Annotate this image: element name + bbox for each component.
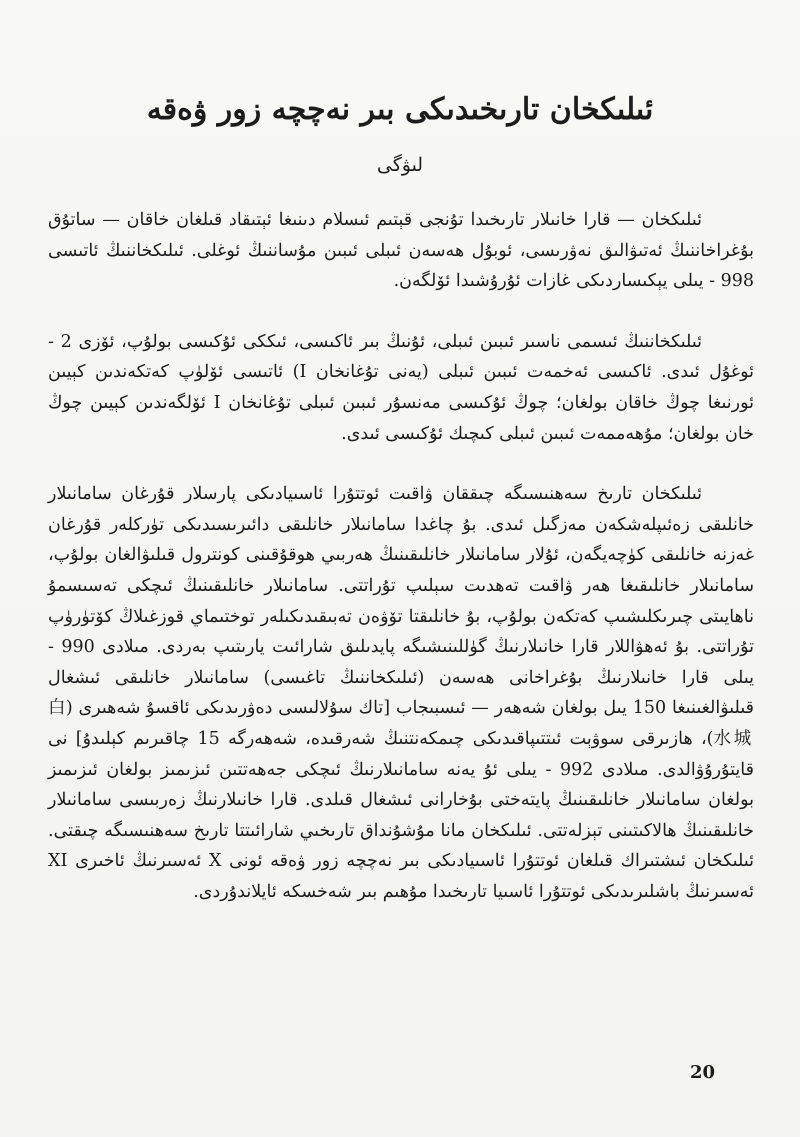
article-body <box>48 205 754 907</box>
article-title: ئىلىكخان تارىخىدىكى بىر نەچچە زور ۋەقە <box>146 92 654 127</box>
paragraph-2: ئىلىكخاننىڭ ئىسمى ناسىر ئىبىن ئىبلى، ئۇنىڭ بىر ئاكىسى، ئىككى ئۇكىسى بولۇپ، ئۆزى 2 - ئوغۇل ئىدى. ئاكىسى ئەخمەت ئىبىن ئىبلى (يەنى تۇغانخان I) ئاتىسى ئۆلۈپ كەتكەندىن كېيىن ئورنىغا چوڭ خاقان بولغان؛ چوڭ ئۇكىسى مەنسۇر ئىبىن ئىبلى تۇغانخان I ئۆلگەندىن كېيىن چوڭ خان بولغان؛ مۇھەممەت ئىبىن ئىبلى كىچىك ئۇكىسى ئىدى. <box>48 331 754 444</box>
paragraph-spacer <box>48 449 754 479</box>
author-name: لىۋگى <box>376 154 424 176</box>
paragraph-spacer <box>48 297 754 327</box>
paragraph-1: ئىلىكخان — قارا خانىلار تارىخىدا تۇنجى قېتىم ئىسلام دىنىغا ئېتىقاد قىلغان خاقان — ساتۇق بۇغراخاننىڭ ئەتىۋالىق نەۋرىسى، ئوبۇل ھەسەن ئىبلى ئىبىن مۇساننىڭ ئوغلى. ئىلىكخاننىڭ ئاتىسى 998 - يىلى يېكىساردىكى غازات ئۇرۇشىدا ئۆلگەن. <box>48 210 754 292</box>
paragraph-3: ئىلىكخان تارىخ سەھنىسىگە چىققان ۋاقىت ئوتتۇرا ئاسىيادىكى پارسلار قۇرغان سامانىلار خانلىقى زەئىپلەشكەن مەزگىل ئىدى. بۇ چاغدا سامانىلار خانلىقى دائىرىسىدىكى تۈركلەر قۇرغان غەزنە خانلىقى كۈچەيگەن، ئۇلار سامانىلار خانلىقىنىڭ ھەربىي ھوقۇقىنى كونترول قىلىۋالغان بولۇپ، سامانىلار خانلىقىغا ھەر ۋاقىت تەھدىت سېلىپ تۇراتتى. سامانىلار خانلىقىنىڭ ئىچكى تەسىسمۇ ناھايىتى چىرىكلىشىپ كەتكەن بولۇپ، بۇ خانلىقتا تۆۋەن تەبىقىدىكىلەر توختىماي قوزغىلاڭ كۆتۈرۈپ تۇراتتى. بۇ ئەھۋاللار قارا خانىلارنىڭ گۈللىنىشىگە پايدىلىق شارائىت يارىتىپ بەردى. مىلادى 990 - يىلى قارا خانىلارنىڭ بۇغراخانى ھەسەن (ئىلىكخاننىڭ تاغىسى) سامانىلار خانلىقى ئىشغال قىلىۋالغىنىغا 150 يىل بولغان شەھەر — ئىسبىجاب [تاك سۇلالىسى دەۋرىدىكى ئاقسۇ شەھىرى (白水城)، ھازىرقى سوۋېت ئىتتىپاقىدىكى چىمكەنتنىڭ شەرقىدە، شەھەرگە 15 چاقىرىم كېلىدۇ] نى قايتۇرۇۋالدى. مىلادى 992 - يىلى ئۇ يەنە سامانىلارنىڭ ئىچكى جەھەتتىن ئىزىمىز بولغان ئىزىمىز بولغان سامانىلار خانلىقىنىڭ پايتەختى بۇخارانى ئىشغال قىلدى. قارا خانىلارنىڭ زەربىسى سامانىلار خانلىقىنىڭ ھالاكىتىنى تېزلەتتى. ئىلىكخان مانا مۇشۇنداق تارىخىي شارائىتتا تارىخ سەھنىسىگە چىقتى. ئىلىكخان ئىشتىراك قىلغان ئوتتۇرا ئاسىيادىكى بىر نەچچە زور ۋەقە ئونى X ئەسىرنىڭ ئاخىرى XI ئەسىرنىڭ باشلىرىدىكى ئوتتۇرا ئاسىيا تارىخىدا مۇھىم بىر شەخسكە ئايلاندۇردى. <box>48 484 755 902</box>
page-number: 20 <box>690 1062 716 1083</box>
